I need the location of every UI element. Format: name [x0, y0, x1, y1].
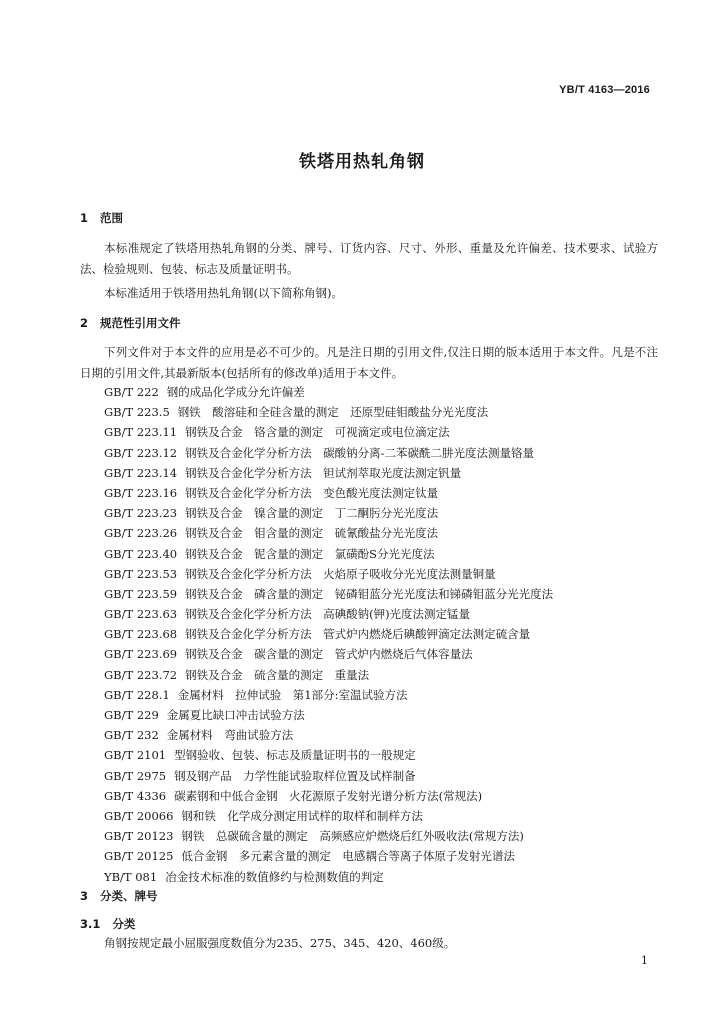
reference-code: GB/T 2101: [104, 748, 167, 763]
section-1-paragraph-1: 本标准规定了铁塔用热轧角钢的分类、牌号、订货内容、尺寸、外形、重量及允许偏差、技术要求、试验方法、检验规则、包装、标志及质量证明书。: [80, 241, 658, 276]
reference-code: GB/T 223.5: [104, 405, 170, 420]
reference-title: 钢铁及合金 碳含量的测定 管式炉内燃烧后气体容量法: [185, 647, 473, 662]
reference-code: GB/T 20125: [104, 849, 174, 864]
reference-item: [104, 786, 553, 806]
reference-item: [104, 624, 553, 644]
reference-title: 型钢验收、包装、标志及质量证明书的一般规定: [174, 748, 416, 763]
reference-code: GB/T 4336: [104, 788, 167, 803]
reference-item: [104, 443, 553, 463]
reference-title: 钢铁 总碳硫含量的测定 高频感应炉燃烧后红外吸收法(常规方法): [181, 829, 524, 844]
reference-item: [104, 725, 553, 745]
reference-code: GB/T 232: [104, 728, 159, 743]
section-title: 分类: [112, 917, 136, 931]
reference-code: GB/T 20123: [104, 829, 174, 844]
reference-code: GB/T 222: [104, 385, 159, 399]
reference-item: [104, 422, 553, 442]
section-number: 3.1: [80, 917, 101, 931]
reference-title: 低合金钢 多元素含量的测定 电感耦合等离子体原子发射光谱法: [181, 849, 515, 864]
reference-code: GB/T 223.68: [104, 627, 178, 642]
reference-title: 钢铁及合金化学分析方法 高碘酸钠(钾)光度法测定锰量: [185, 607, 471, 622]
section-number: 2: [80, 316, 89, 330]
reference-item: [104, 826, 553, 846]
reference-title: 钢铁及合金化学分析方法 钽试剂萃取光度法测定钒量: [185, 465, 462, 480]
reference-code: YB/T 081: [104, 869, 158, 884]
section-number: 1: [80, 211, 89, 225]
reference-item: [104, 766, 553, 786]
reference-code: GB/T 223.40: [104, 546, 178, 561]
doc-code: YB/T 4163—2016: [559, 84, 650, 96]
reference-code: GB/T 2975: [104, 768, 167, 783]
reference-code: GB/T 223.26: [104, 526, 178, 541]
section-3-1-heading: [80, 916, 135, 932]
reference-title: 钢和铁 化学成分测定用试样的取样和制样方法: [181, 808, 423, 823]
reference-title: 金属材料 拉伸试验 第1部分:室温试验方法: [177, 687, 408, 702]
reference-title: 钢铁及合金 镍含量的测定 丁二酮肟分光光度法: [185, 506, 439, 521]
reference-title: 冶金技术标准的数值修约与检测数值的判定: [165, 869, 384, 884]
reference-title: 钢铁及合金 铌含量的测定 氯磺酚S分光光度法: [185, 546, 435, 561]
reference-item: [104, 402, 553, 422]
reference-code: GB/T 228.1: [104, 687, 170, 702]
reference-title: 钢及钢产品 力学性能试验取样位置及试样制备: [174, 768, 416, 783]
section-2-heading: [80, 315, 181, 331]
reference-item: [104, 483, 553, 503]
reference-code: GB/T 223.63: [104, 607, 178, 622]
reference-list: [104, 382, 553, 887]
reference-item: [104, 584, 553, 604]
reference-code: GB/T 229: [104, 708, 159, 722]
reference-item: [104, 846, 553, 866]
reference-title: 钢铁及合金 磷含量的测定 铋磷钼蓝分光光度法和锑磷钼蓝分光光度法: [185, 586, 554, 601]
reference-title: 钢铁 酸溶硅和全硅含量的测定 还原型硅钼酸盐分光光度法: [177, 405, 489, 420]
section-number: 3: [80, 889, 89, 903]
reference-title: 钢铁及合金化学分析方法 火焰原子吸收分光光度法测量铜量: [185, 566, 496, 581]
reference-title: 钢铁及合金化学分析方法 管式炉内燃烧后碘酸钾滴定法测定硫含量: [185, 627, 531, 642]
reference-item: [104, 382, 553, 402]
reference-item: [104, 867, 553, 887]
reference-item: [104, 544, 553, 564]
reference-code: GB/T 223.14: [104, 465, 178, 480]
section-1-heading: [80, 210, 123, 226]
reference-code: GB/T 20066: [104, 808, 174, 823]
reference-code: GB/T 223.12: [104, 445, 178, 460]
section-2-intro: 下列文件对于本文件的应用是必不可少的。凡是注日期的引用文件,仅注日期的版本适用于本文件。凡是不注日期的引用文件,其最新版本(包括所有的修改单)适用于本文件。: [80, 345, 658, 380]
reference-item: [104, 523, 553, 543]
page-number: 1: [641, 954, 648, 967]
reference-code: GB/T 223.69: [104, 647, 178, 662]
section-3-1-paragraph: 角钢按规定最小屈服强度数值分为235、275、345、420、460级。: [104, 936, 456, 950]
reference-code: GB/T 223.72: [104, 667, 178, 682]
reference-code: GB/T 223.59: [104, 586, 178, 601]
section-title: 范围: [100, 211, 124, 225]
reference-title: 钢铁及合金 钼含量的测定 硫氰酸盐分光光度法: [185, 526, 439, 541]
section-title: 分类、牌号: [100, 889, 158, 903]
reference-item: [104, 644, 553, 664]
reference-title: 金属材料 弯曲试验方法: [166, 728, 294, 743]
reference-item: [104, 665, 553, 685]
reference-item: [104, 806, 553, 826]
reference-title: 钢铁及合金 硫含量的测定 重量法: [185, 667, 370, 682]
reference-item: [104, 705, 553, 725]
reference-code: GB/T 223.23: [104, 506, 178, 521]
reference-title: 钢铁及合金化学分析方法 碳酸钠分离-二苯碳酰二肼光度法测量铬量: [185, 445, 534, 460]
reference-code: GB/T 223.53: [104, 566, 178, 581]
reference-title: 碳素钢和中低合金钢 火花源原子发射光谱分析方法(常规法): [174, 788, 483, 803]
section-3-heading: [80, 888, 158, 904]
page-title: 铁塔用热轧角钢: [299, 152, 425, 172]
reference-code: GB/T 223.11: [104, 425, 178, 440]
section-title: 规范性引用文件: [100, 316, 181, 330]
section-1-paragraph-2: 本标准适用于铁塔用热轧角钢(以下简称角钢)。: [104, 286, 343, 300]
reference-item: [104, 503, 553, 523]
reference-item: [104, 564, 553, 584]
reference-title: 钢铁及合金 铬含量的测定 可视滴定或电位滴定法: [185, 425, 450, 440]
reference-code: GB/T 223.16: [104, 485, 178, 500]
reference-item: [104, 745, 553, 765]
reference-title: 钢铁及合金化学分析方法 变色酸光度法测定钛量: [185, 485, 439, 500]
reference-title: 钢的成品化学成分允许偏差: [166, 385, 305, 399]
reference-item: [104, 463, 553, 483]
reference-item: [104, 604, 553, 624]
reference-item: [104, 685, 553, 705]
reference-title: 金属夏比缺口冲击试验方法: [166, 708, 305, 722]
